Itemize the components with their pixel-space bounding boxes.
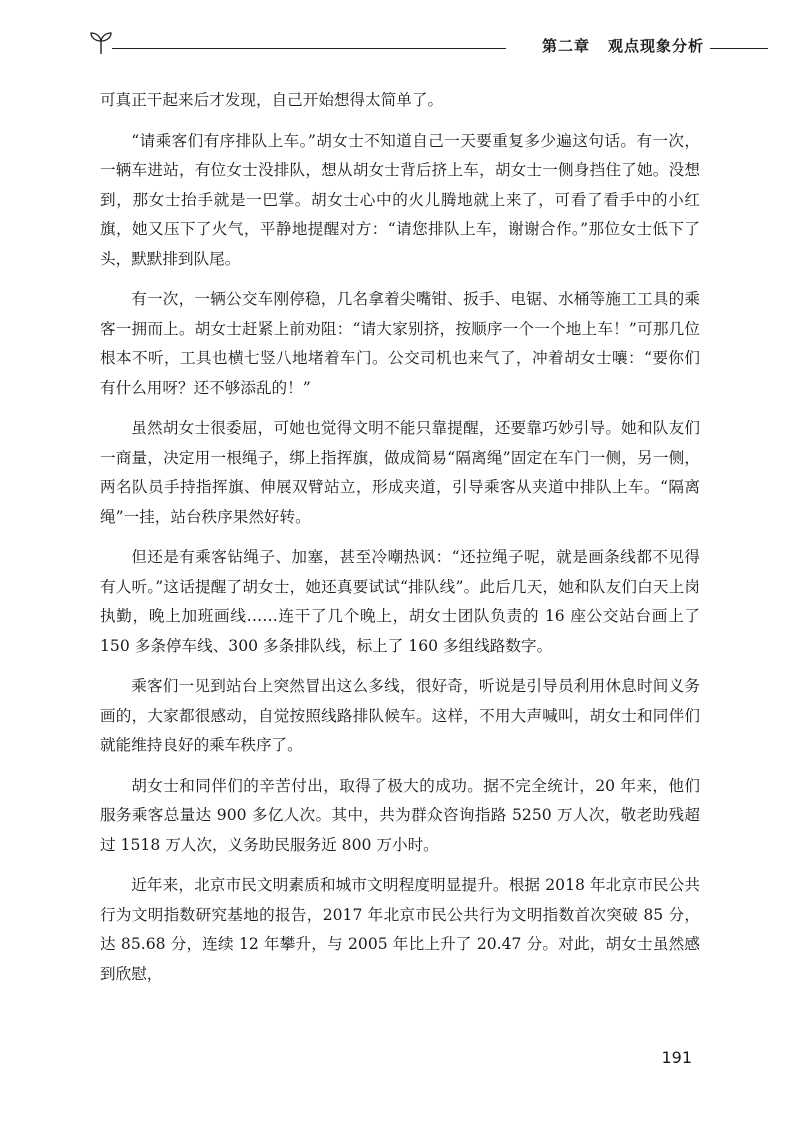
running-header [88, 30, 768, 60]
paragraph: 乘客们一见到站台上突然冒出这么多线，很好奇，听说是引导员利用休息时间义务画的，大家都很感动，自觉按照线路排队候车。这样，不用大声喊叫，胡女士和同伴们就能维持良好的乘车秩序了。 [100, 677, 700, 754]
page-number: 191 [661, 1048, 692, 1067]
header-rule-left [112, 48, 506, 49]
chapter-title: 观点现象分析 [607, 37, 704, 55]
leaf-sprout-icon [88, 30, 114, 56]
paragraph: 虽然胡女士很委屈，可她也觉得文明不能只靠提醒，还要靠巧妙引导。她和队友们一商量，决定用一根绳子，绑上指挥旗，做成简易“隔离绳”固定在车门一侧，另一侧，两名队员手持指挥旗、伸展双臂站立，形成夹道，引导乘客从夹道中排队上车。“隔离绳”一挂，站台秩序果然好转。 [100, 419, 700, 526]
paragraph: 但还是有乘客钻绳子、加塞，甚至冷嘲热讽：“还拉绳子呢，就是画条线都不见得有人听。”这话提醒了胡女士，她还真要试试“排队线”。此后几天，她和队友们白天上岗执勤，晚上加班画线……连干了几个晚上，胡女士团队负责的 16 座公交站台画上了 150 多条停车线、300 多条排队线，标上了 160 多组线路数字。 [100, 548, 700, 655]
paragraph: 可真正干起来后才发现，自己开始想得太简单了。 [100, 91, 444, 109]
paragraph: “请乘客们有序排队上车。”胡女士不知道自己一天要重复多少遍这句话。有一次，一辆车进站，有位女士没排队，想从胡女士背后挤上车，胡女士一侧身挡住了她。没想到，那女士抬手就是一巴掌。胡女士心中的火儿腾地就上来了，可看了看手中的小红旗，她又压下了火气，平静地提醒对方：“请您排队上车，谢谢合作。”那位女士低下了头，默默排到队尾。 [100, 131, 700, 268]
chapter-heading [542, 35, 704, 56]
header-rule-right [710, 48, 768, 49]
page-body [100, 86, 700, 1000]
paragraph: 近年来，北京市民文明素质和城市文明程度明显提升。根据 2018 年北京市民公共行为文明指数研究基地的报告，2017 年北京市民公共行为文明指数首次突破 85 分，达 85.68 分，连续 12 年攀升，与 2005 年比上升了 20.47 分。对此，胡女士虽然感到欣慰， [100, 876, 700, 983]
chapter-number: 第二章 [541, 37, 590, 55]
paragraph: 胡女士和同伴们的辛苦付出，取得了极大的成功。据不完全统计，20 年来，他们服务乘客总量达 900 多亿人次。其中，共为群众咨询指路 5250 万人次，敬老助残超过 1518 万人次，义务助民服务近 800 万小时。 [100, 776, 700, 854]
paragraph: 有一次，一辆公交车刚停稳，几名拿着尖嘴钳、扳手、电锯、水桶等施工工具的乘客一拥而上。胡女士赶紧上前劝阻：“请大家别挤，按顺序一个一个地上车！”可那几位根本不听，工具也横七竖八地堵着车门。公交司机也来气了，冲着胡女士嚷：“要你们有什么用呀？还不够添乱的！” [100, 290, 700, 397]
